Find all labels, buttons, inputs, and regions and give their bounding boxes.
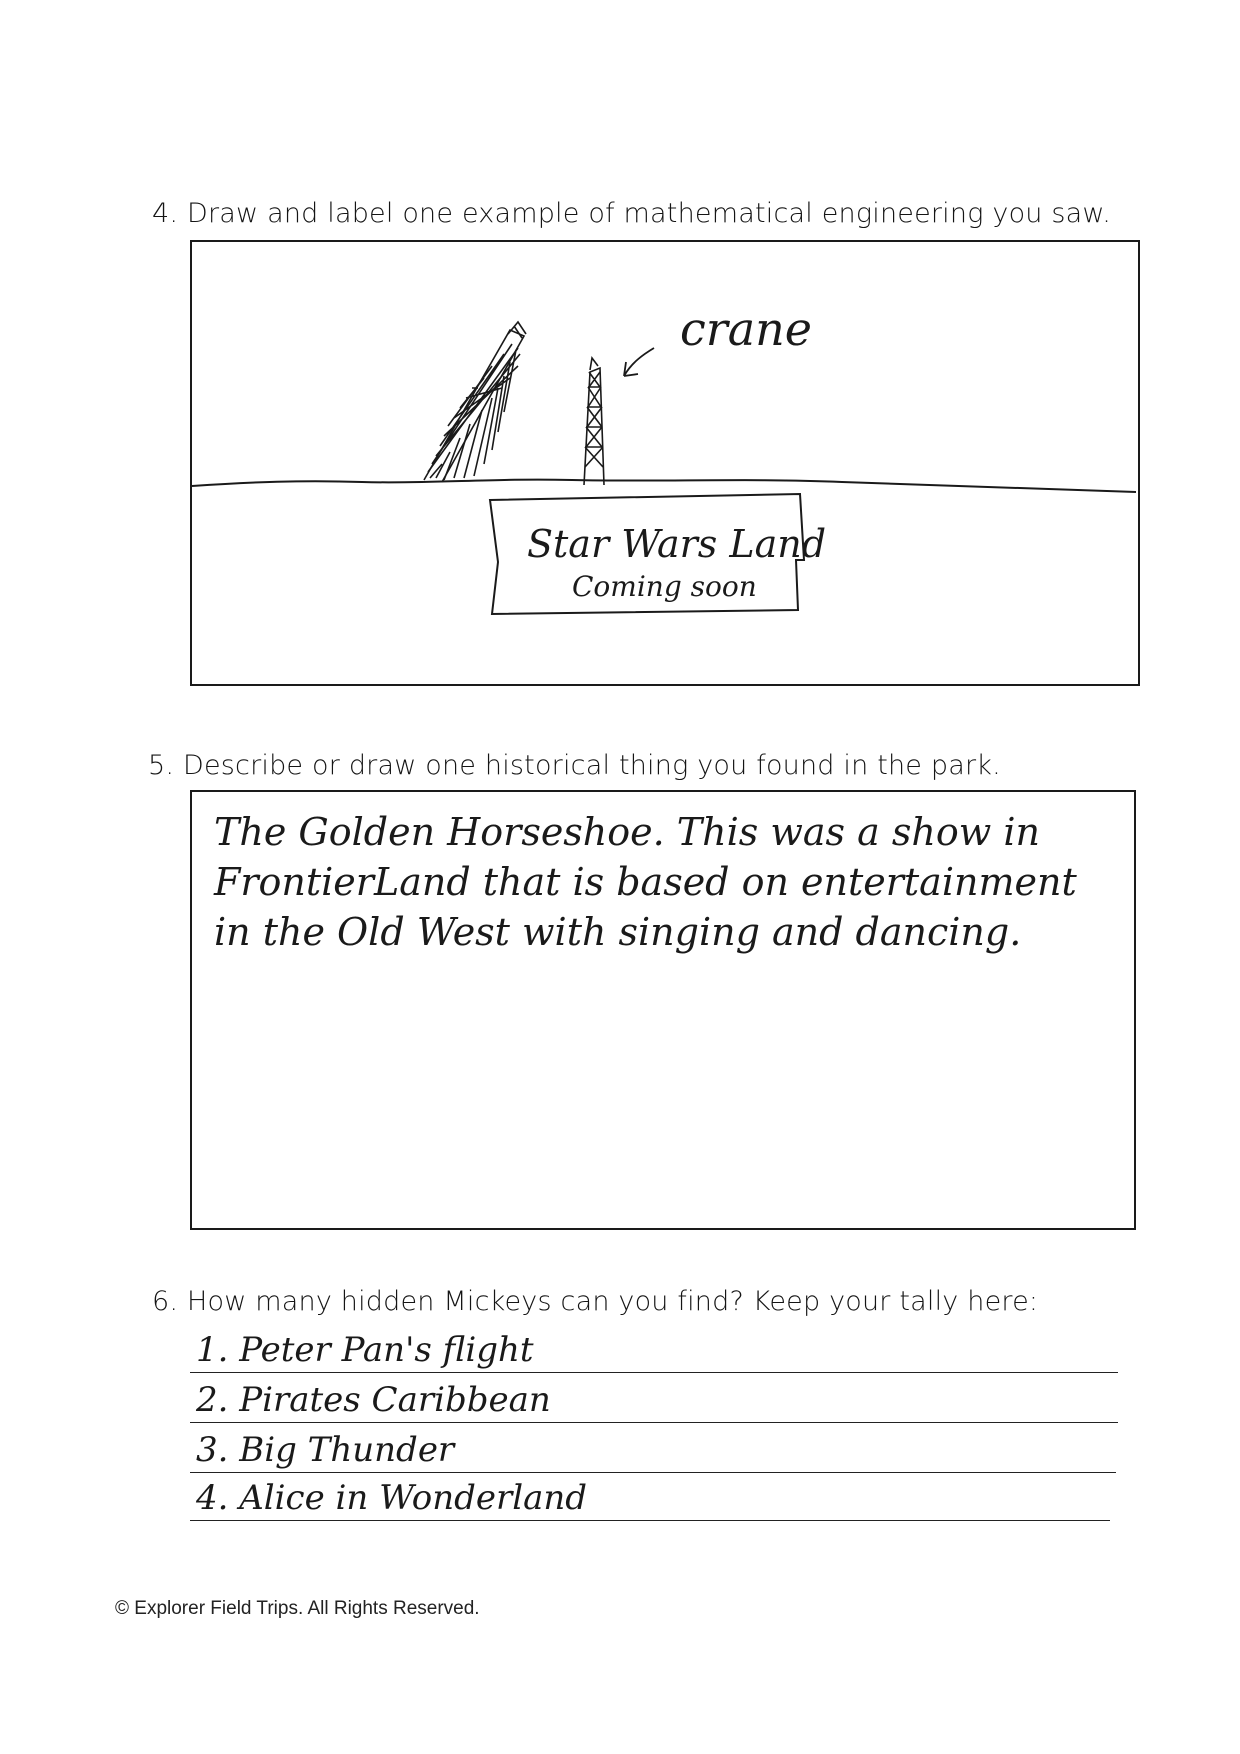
q5-answer-line-2: FrontierLand that is based on entertainment	[214, 860, 1077, 904]
q5-answer-line-1: The Golden Horseshoe. This was a show in	[214, 810, 1040, 854]
q6-number: 6.	[152, 1286, 179, 1317]
q6-text: How many hidden Mickeys can you find? Keep your tally here:	[186, 1286, 1039, 1317]
q4-drawing-box	[190, 240, 1140, 686]
tally-line-3	[190, 1472, 1116, 1473]
sign-line2: Coming soon	[572, 570, 757, 603]
q5-answer-line-3: in the Old West with singing and dancing.	[214, 910, 1022, 954]
q4-number: 4.	[152, 198, 179, 229]
sign-line1: Star Wars Land	[527, 522, 827, 566]
tally-item-2: 2. Pirates Caribbean	[196, 1380, 551, 1420]
copyright-footer: © Explorer Field Trips. All Rights Reserved.	[115, 1598, 480, 1619]
tally-line-1	[190, 1372, 1118, 1373]
q5-text: Describe or draw one historical thing you found in the park.	[182, 750, 1001, 781]
q4-prompt	[152, 198, 1111, 229]
q6-prompt	[152, 1286, 1038, 1317]
tally-item-1: 1. Peter Pan's flight	[196, 1330, 534, 1370]
q6-tally-list	[190, 1330, 1120, 1530]
crane-drawing	[192, 242, 1138, 684]
q5-number: 5.	[148, 750, 175, 781]
tally-item-3: 3. Big Thunder	[196, 1430, 455, 1470]
crane-label: crane	[680, 302, 813, 356]
tally-line-4	[190, 1520, 1110, 1521]
tally-line-2	[190, 1422, 1118, 1423]
tally-item-4: 4. Alice in Wonderland	[196, 1478, 588, 1518]
q4-text: Draw and label one example of mathematical engineering you saw.	[186, 198, 1111, 229]
q5-answer-box	[190, 790, 1136, 1230]
q5-prompt	[148, 750, 1001, 781]
